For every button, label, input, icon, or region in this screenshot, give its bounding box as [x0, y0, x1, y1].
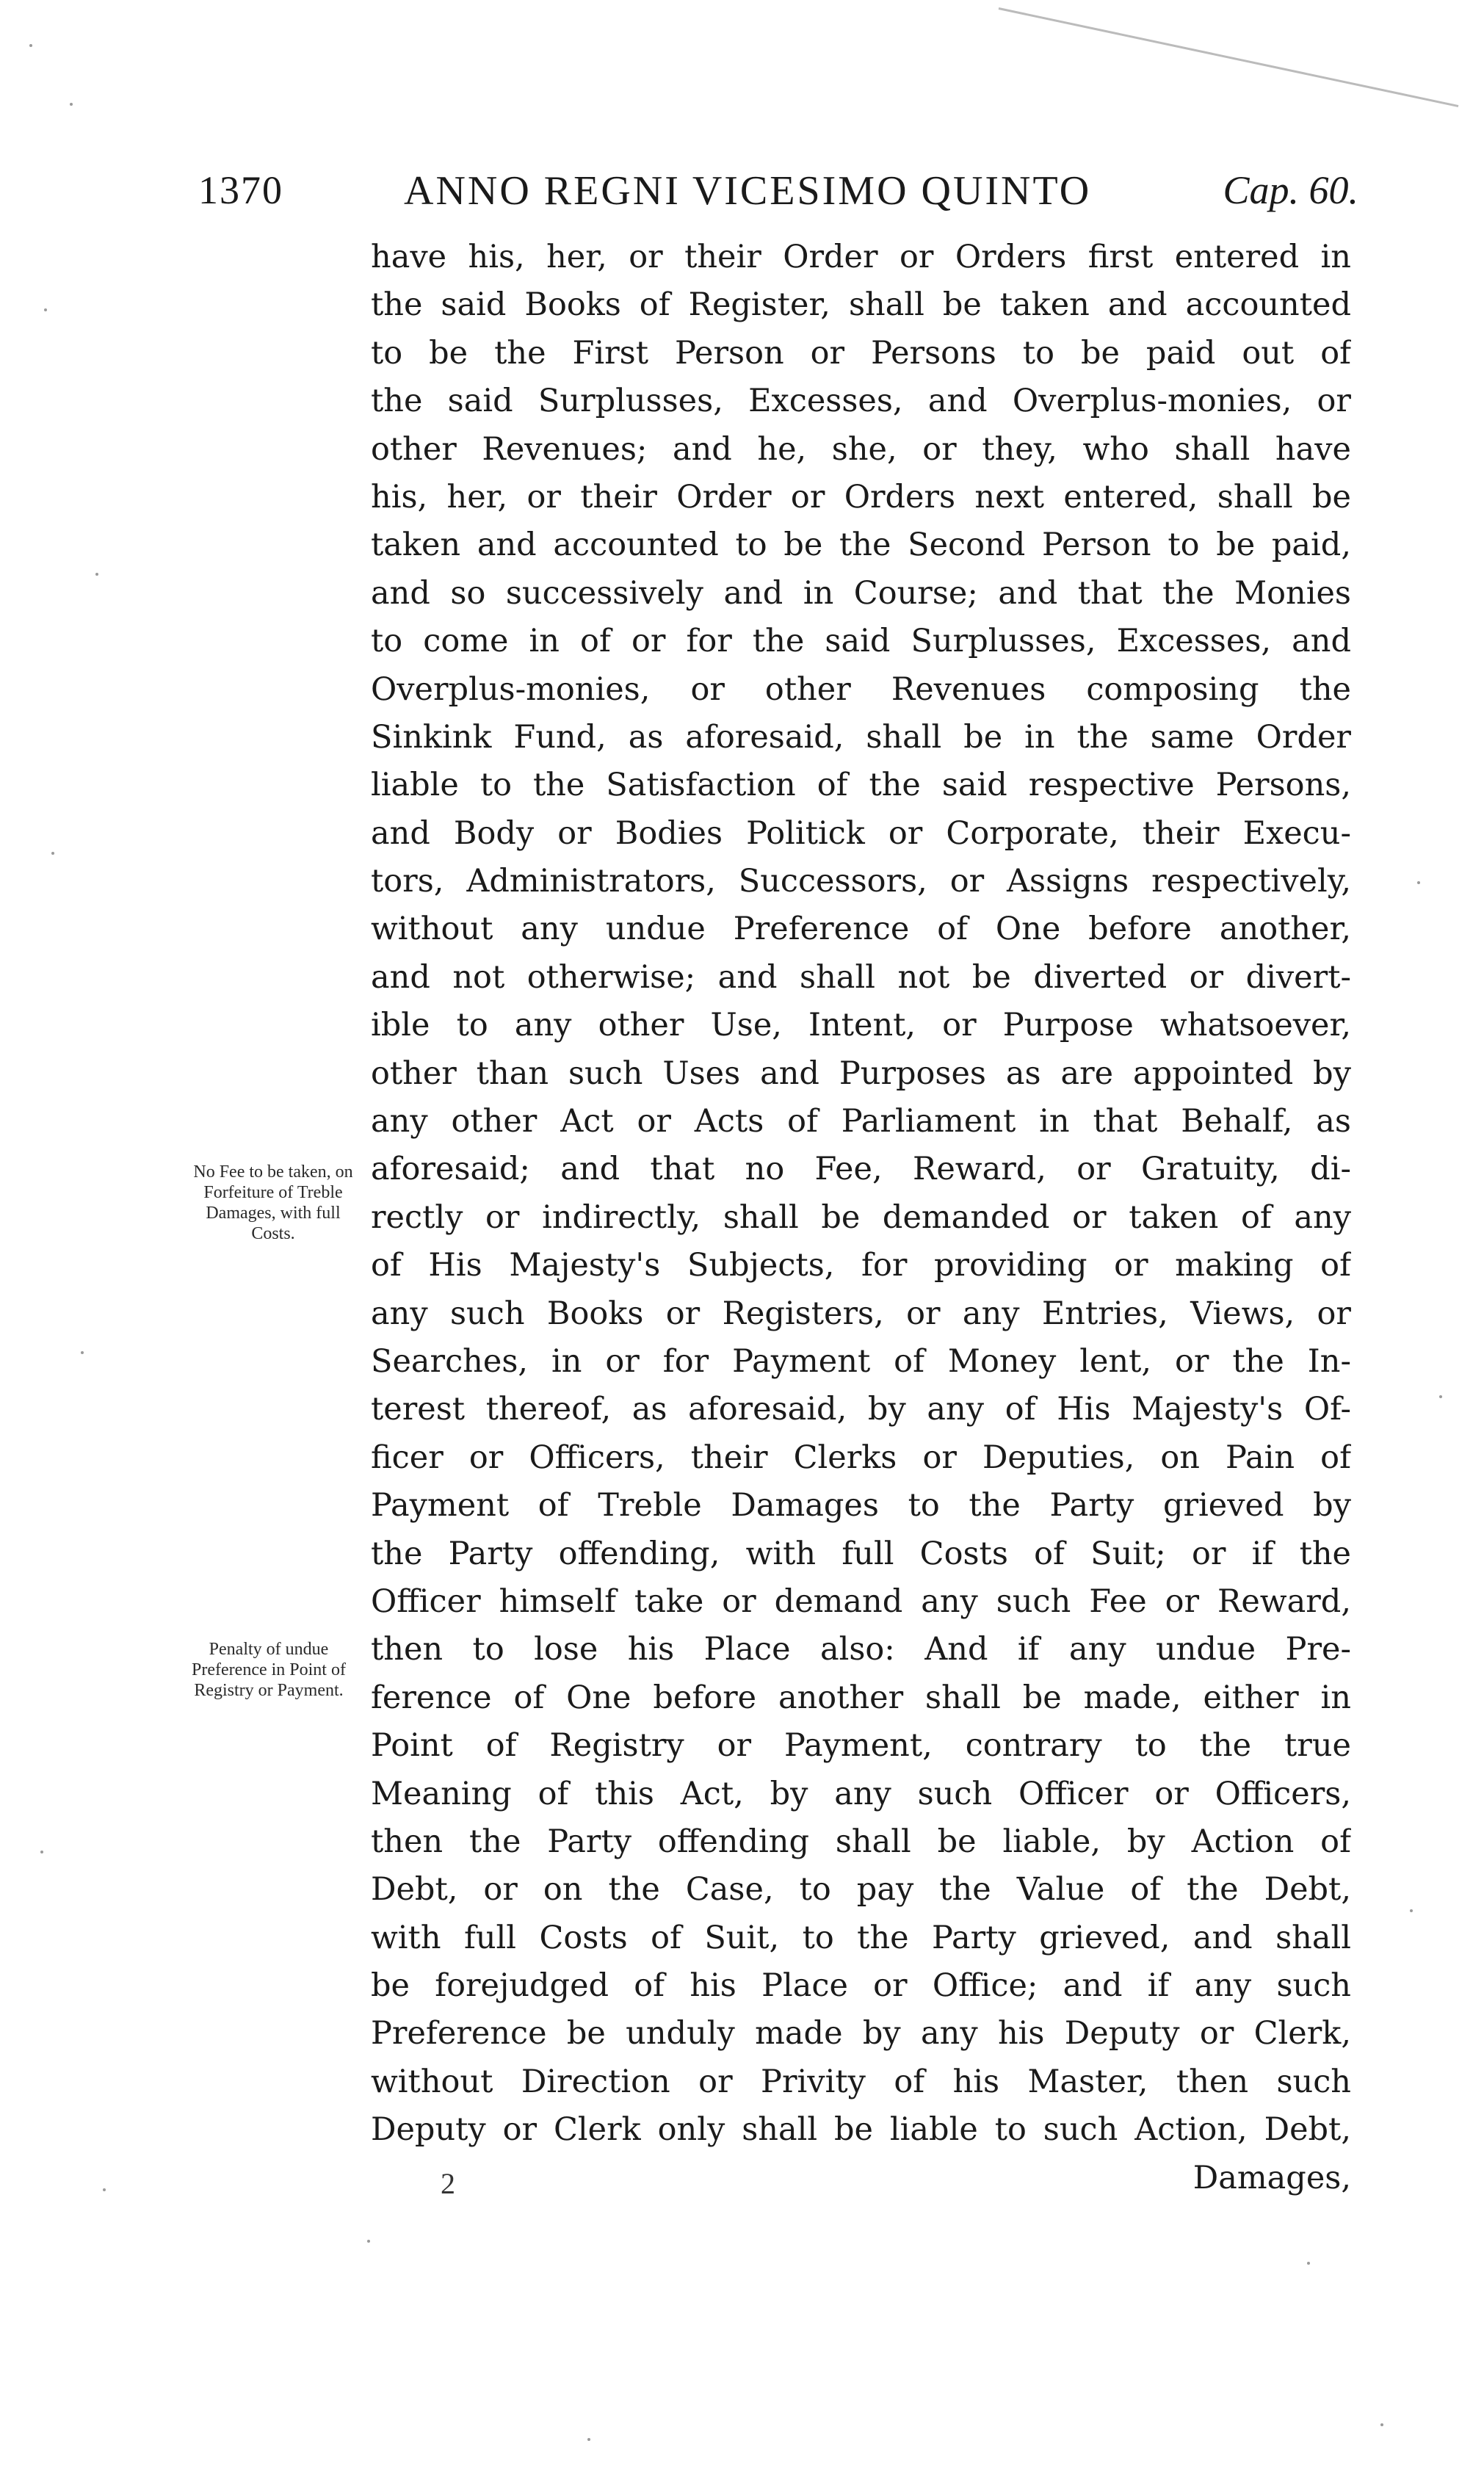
text-line: and not otherwise; and shall not be diverted or divert-	[371, 958, 1351, 996]
scan-speck	[44, 308, 47, 311]
text-line: have his, her, or their Order or Orders first entered in	[371, 239, 1351, 275]
text-line: Meaning of this Act, by any such Officer or Officers,	[371, 1775, 1351, 1812]
scan-speck	[1439, 1395, 1442, 1398]
text-line: liable to the Satisfaction of the said respective Persons,	[371, 767, 1351, 804]
text-line: other than such Uses and Purposes as are appointed by	[371, 1055, 1351, 1092]
text-line: Preference be unduly made by any his Deputy or Clerk,	[371, 2015, 1351, 2052]
page-header	[198, 167, 1358, 226]
scan-speck	[29, 44, 32, 47]
text-line: the said Surplusses, Excesses, and Overplus-monies, or	[371, 383, 1351, 420]
margin-note-penalty: Penalty of undue Preference in Point of Registry or Payment.	[192, 1640, 346, 1700]
scan-speck	[70, 103, 73, 106]
scan-speck	[81, 1351, 84, 1354]
chapter-number: Cap. 60.	[1223, 168, 1358, 212]
running-title: ANNO REGNI VICESIMO QUINTO	[404, 168, 1092, 214]
text-line: terest thereof, as aforesaid, by any of His Majesty's Of-	[371, 1391, 1351, 1428]
signature-mark: 2	[441, 2167, 455, 2200]
text-line: rectly or indirectly, shall be demanded or taken of any	[371, 1198, 1351, 1236]
text-line: Point of Registry or Payment, contrary to the true	[371, 1727, 1351, 1765]
text-line: without any undue Preference of One before another,	[371, 911, 1351, 948]
text-line: any such Books or Registers, or any Entries, Views, or	[371, 1295, 1351, 1332]
text-line: Sinkink Fund, as aforesaid, shall be in the same Order	[371, 718, 1351, 756]
scan-speck	[1410, 1909, 1413, 1912]
scan-speck	[1307, 2262, 1310, 2265]
text-line: Payment of Treble Damages to the Party grieved by	[371, 1487, 1351, 1524]
text-line: then the Party offending shall be liable, by Action of	[371, 1823, 1351, 1860]
text-line: to be the First Person or Persons to be paid out of	[371, 334, 1351, 372]
text-line: and Body or Bodies Politick or Corporate, their Execu-	[371, 814, 1351, 852]
text-line: Searches, in or for Payment of Money lent, or the In-	[371, 1342, 1351, 1380]
text-line: then to lose his Place also: And if any undue Pre-	[371, 1631, 1351, 1668]
text-line: be forejudged of his Place or Office; and if any such	[371, 1967, 1351, 2005]
text-line: ible to any other Use, Intent, or Purpose whatsoever,	[371, 1007, 1351, 1044]
text-line: Overplus-monies, or other Revenues composing the	[371, 670, 1351, 708]
text-line: Officer himself take or demand any such Fee or Reward,	[371, 1582, 1351, 1620]
scan-artifact-line	[999, 7, 1459, 107]
scan-speck	[40, 1851, 43, 1853]
text-line: Deputy or Clerk only shall be liable to such Action, Debt,	[371, 2111, 1351, 2149]
catchword: Damages,	[1192, 2159, 1351, 2196]
text-line: his, her, or their Order or Orders next entered, shall be	[371, 478, 1351, 516]
text-line: and so successively and in Course; and that the Monies	[371, 574, 1351, 612]
body-text	[371, 234, 1351, 2202]
scan-speck	[587, 2438, 590, 2441]
text-line: the said Books of Register, shall be taken and accounted	[371, 286, 1351, 324]
text-line: other Revenues; and he, she, or they, who shall have	[371, 430, 1351, 468]
text-line: of His Majesty's Subjects, for providing or making of	[371, 1247, 1351, 1284]
text-line: the Party offending, with full Costs of Suit; or if the	[371, 1535, 1351, 1572]
margin-note-fee: No Fee to be taken, on Forfeiture of Treble Damages, with full Costs.	[193, 1162, 353, 1243]
scan-speck	[51, 852, 54, 855]
scan-speck	[95, 573, 98, 576]
text-line: ference of One before another shall be made, either in	[371, 1679, 1351, 1716]
text-line: without Direction or Privity of his Master, then such	[371, 2063, 1351, 2100]
text-line: any other Act or Acts of Parliament in that Behalf, as	[371, 1103, 1351, 1140]
page-number: 1370	[198, 168, 283, 212]
scan-speck	[103, 2188, 106, 2191]
text-line: Debt, or on the Case, to pay the Value of the Debt,	[371, 1871, 1351, 1909]
scan-speck	[367, 2240, 370, 2243]
text-line: tors, Administrators, Successors, or Assigns respectively,	[371, 863, 1351, 900]
text-line: ficer or Officers, their Clerks or Deputies, on Pain of	[371, 1439, 1351, 1476]
text-line: taken and accounted to be the Second Person to be paid,	[371, 527, 1351, 564]
scan-speck	[1380, 2423, 1383, 2426]
text-line: to come in of or for the said Surplusses, Excesses, and	[371, 623, 1351, 660]
text-line: with full Costs of Suit, to the Party grieved, and shall	[371, 1919, 1351, 1956]
scan-speck	[1417, 881, 1420, 884]
text-line: aforesaid; and that no Fee, Reward, or Gratuity, di-	[371, 1151, 1351, 1188]
